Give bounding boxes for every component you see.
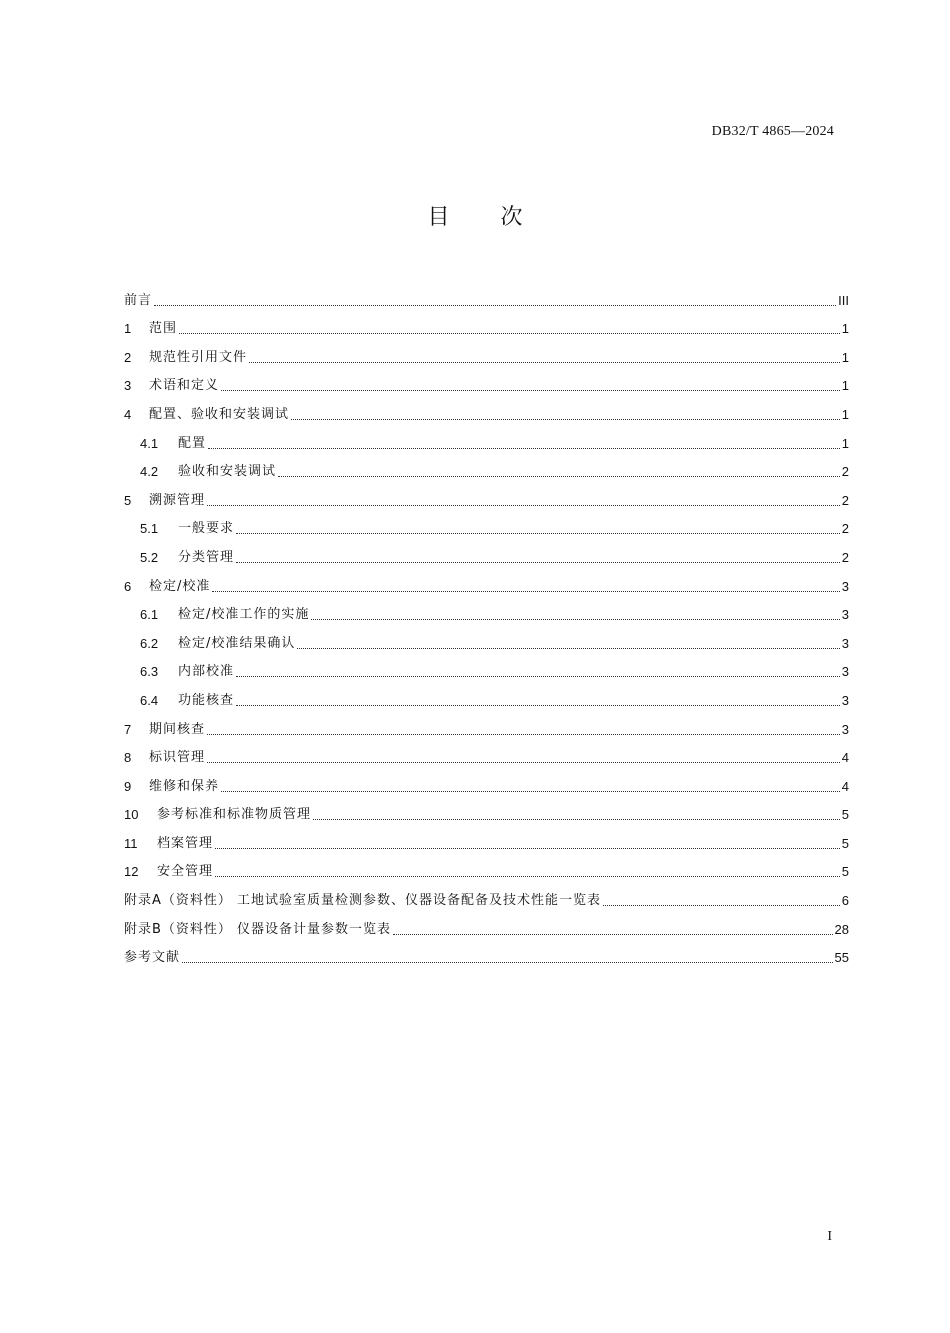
toc-entry-number: 4.1 <box>140 435 159 451</box>
toc-entry-title: 一般要求 <box>178 521 235 537</box>
toc-entry-page: 4 <box>841 778 849 794</box>
toc-dot-leader <box>236 705 840 706</box>
toc-entry-number: 6.3 <box>140 664 159 680</box>
toc-entry-title: 规范性引用文件 <box>149 349 248 365</box>
toc-entry-title: 检定/校准工作的实施 <box>178 607 310 623</box>
toc-entry-page: 28 <box>834 921 849 937</box>
toc-entry-page: 2 <box>841 549 849 565</box>
toc-entry[interactable] <box>124 280 849 309</box>
toc-dot-leader <box>215 876 840 877</box>
toc-entry-title: 分类管理 <box>178 549 235 565</box>
toc-entry[interactable] <box>124 709 849 738</box>
toc-entry-page: 3 <box>841 664 849 680</box>
toc-dot-leader <box>603 905 840 906</box>
toc-entry-title: 期间核查 <box>149 721 206 737</box>
toc-entry-title: 安全管理 <box>157 864 214 880</box>
toc-entry-page: 5 <box>841 864 849 880</box>
toc-dot-leader <box>393 934 832 935</box>
toc-entry[interactable] <box>124 795 849 824</box>
toc-entry[interactable] <box>124 595 849 624</box>
toc-entry-page: 1 <box>841 406 849 422</box>
toc-entry-title: 溯源管理 <box>149 492 206 508</box>
toc-dot-leader <box>313 819 840 820</box>
toc-dot-leader <box>215 848 840 849</box>
toc-entry-page: 3 <box>841 692 849 708</box>
toc-entry[interactable] <box>124 366 849 395</box>
toc-entry-title: 附录B（资料性） 仪器设备计量参数一览表 <box>124 921 392 937</box>
toc-entry-title: 档案管理 <box>157 835 214 851</box>
toc-dot-leader <box>208 448 840 449</box>
toc-entry[interactable] <box>124 423 849 452</box>
toc-dot-leader <box>311 619 839 620</box>
toc-entry[interactable] <box>124 566 849 595</box>
toc-entry-title: 术语和定义 <box>149 378 220 394</box>
toc-entry-number: 8 <box>124 750 132 766</box>
toc-entry-title: 参考文献 <box>124 950 181 966</box>
toc-entry-number: 6.1 <box>140 607 159 623</box>
toc-dot-leader <box>207 734 840 735</box>
toc-entry-number: 6 <box>124 578 132 594</box>
toc-entry[interactable] <box>124 394 849 423</box>
toc-entry[interactable] <box>124 623 849 652</box>
toc-entry-page: 2 <box>841 464 849 480</box>
toc-dot-leader <box>236 533 840 534</box>
table-of-contents <box>124 280 849 966</box>
toc-dot-leader <box>212 591 839 592</box>
toc-dot-leader <box>182 962 833 963</box>
toc-entry-number: 9 <box>124 778 132 794</box>
toc-entry-page: 3 <box>841 721 849 737</box>
toc-dot-leader <box>278 476 840 477</box>
toc-entry[interactable] <box>124 680 849 709</box>
toc-entry-number: 4.2 <box>140 464 159 480</box>
toc-entry[interactable] <box>124 337 849 366</box>
toc-entry-page: 3 <box>841 635 849 651</box>
toc-title: 目 次 <box>427 205 545 230</box>
toc-entry-title: 标识管理 <box>149 750 206 766</box>
toc-entry-page: 3 <box>841 578 849 594</box>
toc-entry-page: 1 <box>841 378 849 394</box>
toc-dot-leader <box>291 419 840 420</box>
toc-entry[interactable] <box>124 509 849 538</box>
toc-entry-title: 配置、验收和安装调试 <box>149 406 290 422</box>
toc-entry-title: 验收和安装调试 <box>178 464 277 480</box>
toc-entry-title: 前言 <box>124 292 153 308</box>
toc-entry-page: III <box>838 292 849 308</box>
toc-entry-page: 5 <box>841 807 849 823</box>
toc-entry-number: 3 <box>124 378 132 394</box>
toc-entry-number: 7 <box>124 721 132 737</box>
toc-dot-leader <box>179 333 840 334</box>
toc-entry-number: 11 <box>124 835 138 851</box>
toc-entry[interactable] <box>124 909 849 938</box>
toc-entry-page: 1 <box>841 321 849 337</box>
toc-entry-title: 检定/校准 <box>149 578 211 594</box>
toc-entry-title: 配置 <box>178 435 207 451</box>
toc-entry-number: 6.2 <box>140 635 159 651</box>
toc-dot-leader <box>207 505 840 506</box>
toc-entry[interactable] <box>124 537 849 566</box>
toc-entry[interactable] <box>124 738 849 767</box>
toc-entry-number: 10 <box>124 807 139 823</box>
toc-entry-number: 12 <box>124 864 139 880</box>
toc-entry-title: 附录A（资料性） 工地试验室质量检测参数、仪器设备配备及技术性能一览表 <box>124 893 602 909</box>
toc-entry-page: 5 <box>841 835 849 851</box>
toc-entry-page: 3 <box>841 607 849 623</box>
toc-entry-title: 功能核查 <box>178 692 235 708</box>
toc-dot-leader <box>236 562 840 563</box>
toc-entry[interactable] <box>124 880 849 909</box>
toc-dot-leader <box>297 648 839 649</box>
toc-entry[interactable] <box>124 852 849 881</box>
page-number: I <box>827 1229 832 1244</box>
toc-entry-title: 内部校准 <box>178 664 235 680</box>
toc-dot-leader <box>221 390 840 391</box>
toc-entry-title: 维修和保养 <box>149 778 220 794</box>
toc-entry[interactable] <box>124 452 849 481</box>
toc-dot-leader <box>249 362 840 363</box>
toc-entry[interactable] <box>124 938 849 967</box>
toc-entry[interactable] <box>124 309 849 338</box>
toc-entry[interactable] <box>124 823 849 852</box>
toc-entry-page: 55 <box>834 950 849 966</box>
toc-entry-title: 检定/校准结果确认 <box>178 635 296 651</box>
toc-dot-leader <box>236 676 840 677</box>
toc-entry-number: 5 <box>124 492 132 508</box>
toc-entry[interactable] <box>124 766 849 795</box>
toc-entry-number: 1 <box>124 321 132 337</box>
toc-entry-title: 范围 <box>149 321 178 337</box>
toc-entry-number: 5.2 <box>140 549 159 565</box>
toc-entry[interactable] <box>124 652 849 681</box>
toc-entry[interactable] <box>124 480 849 509</box>
toc-dot-leader <box>207 762 840 763</box>
toc-dot-leader <box>221 791 840 792</box>
toc-entry-page: 1 <box>841 349 849 365</box>
toc-entry-number: 2 <box>124 349 132 365</box>
toc-entry-page: 2 <box>841 492 849 508</box>
document-code: DB32/T 4865—2024 <box>711 124 834 139</box>
toc-entry-number: 4 <box>124 406 132 422</box>
toc-dot-leader <box>154 305 836 306</box>
toc-entry-page: 1 <box>841 435 849 451</box>
toc-entry-page: 2 <box>841 521 849 537</box>
toc-entry-number: 5.1 <box>140 521 159 537</box>
toc-entry-title: 参考标准和标准物质管理 <box>157 807 312 823</box>
toc-entry-page: 6 <box>841 893 849 909</box>
toc-entry-page: 4 <box>841 750 849 766</box>
toc-entry-number: 6.4 <box>140 692 159 708</box>
